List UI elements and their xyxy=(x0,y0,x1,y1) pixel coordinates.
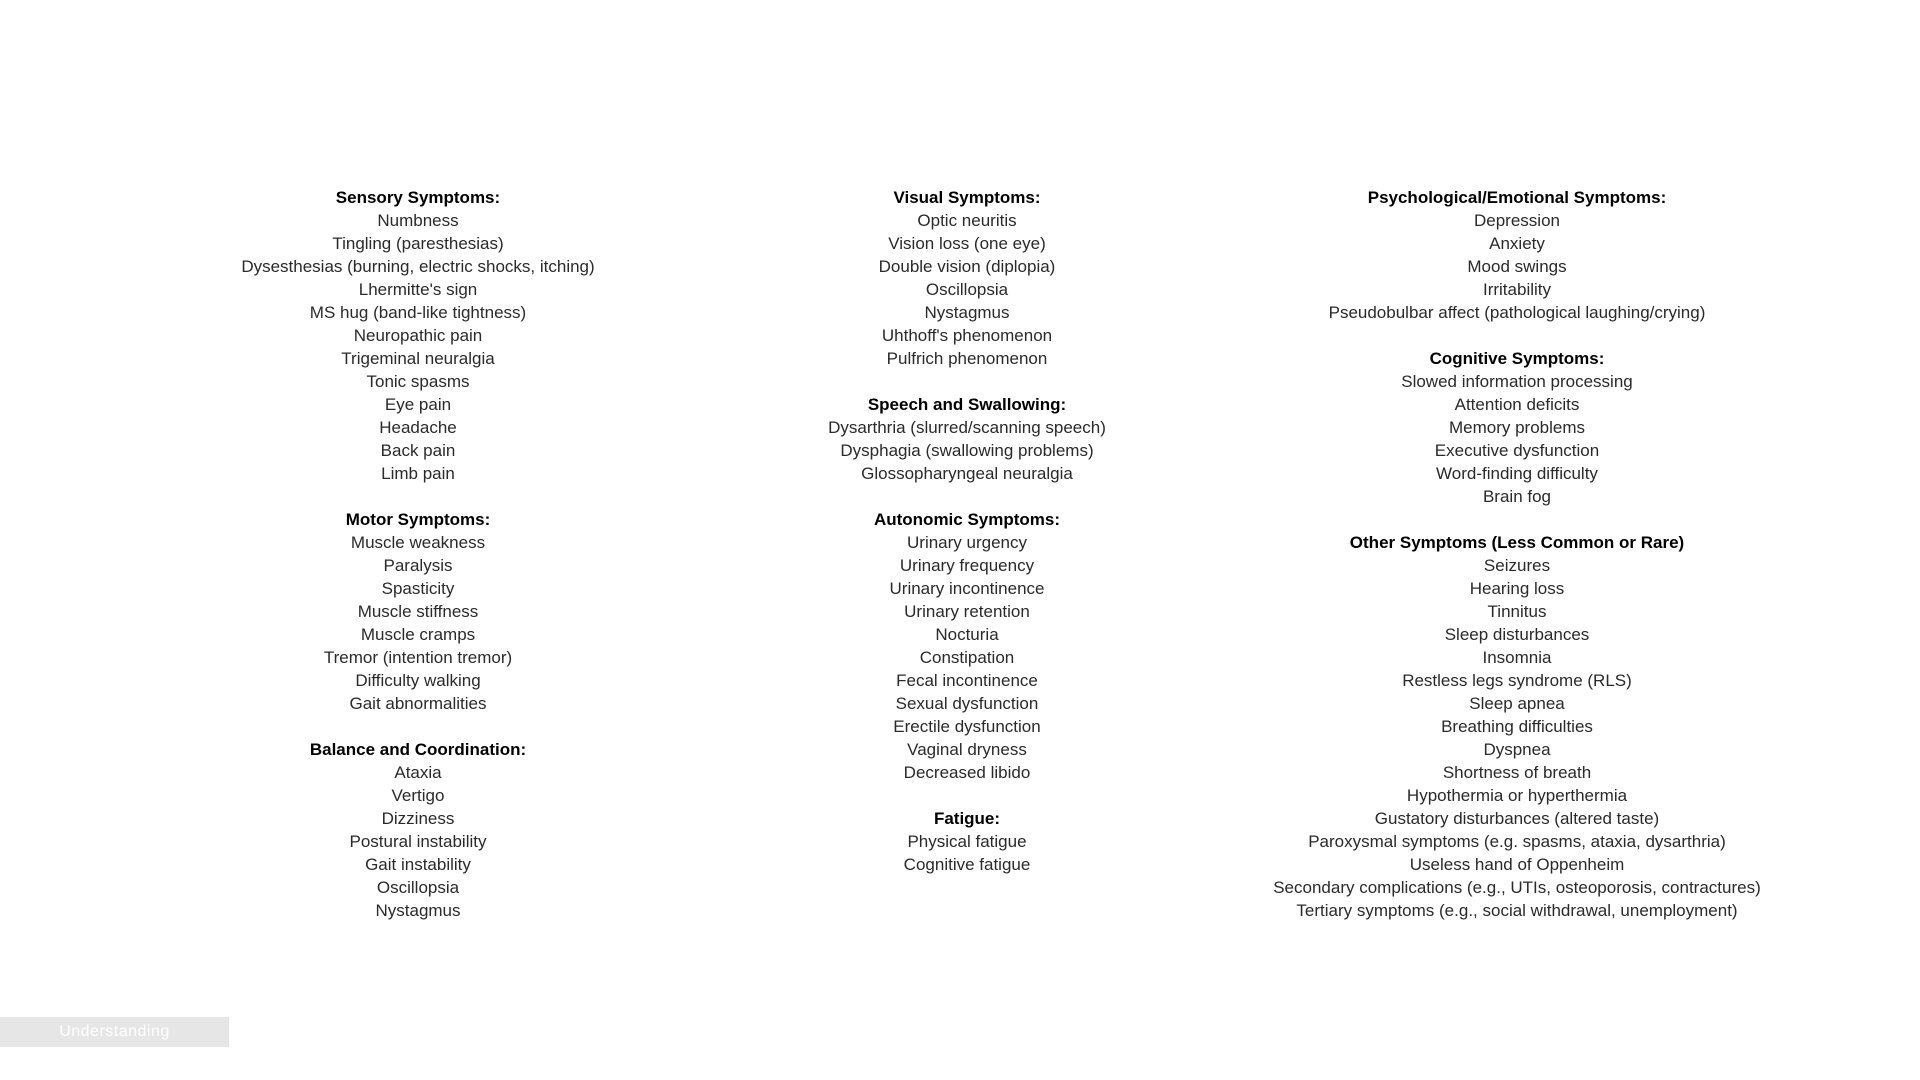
symptom-list-item: Lhermitte's sign xyxy=(358,280,478,299)
symptom-list-item: Fecal incontinence xyxy=(896,671,1038,690)
symptom-list-item: Urinary frequency xyxy=(899,556,1035,575)
symptom-section xyxy=(667,807,1267,876)
symptom-list-item: Hypothermia or hyperthermia xyxy=(1406,786,1628,805)
symptom-list-item: Double vision (diplopia) xyxy=(878,257,1056,276)
symptom-list-item: Physical fatigue xyxy=(907,832,1027,851)
footer-section-label: Understanding xyxy=(0,1017,229,1047)
symptom-section xyxy=(667,186,1267,370)
section-heading: Visual Symptoms: xyxy=(893,188,1041,207)
symptom-list-item: Insomnia xyxy=(1482,648,1552,667)
section-heading: Autonomic Symptoms: xyxy=(873,510,1061,529)
symptom-list-item: Postural instability xyxy=(349,832,487,851)
symptom-list-item: Gait instability xyxy=(365,855,471,874)
symptom-list-item: Difficulty walking xyxy=(355,671,481,690)
symptom-list-item: Pulfrich phenomenon xyxy=(886,349,1048,368)
symptom-list-item: Dysesthesias (burning, electric shocks, itching) xyxy=(241,257,595,276)
symptom-section xyxy=(667,508,1267,784)
symptom-list-item: Slowed information processing xyxy=(1401,372,1633,391)
symptom-list-item: Memory problems xyxy=(1448,418,1586,437)
symptom-list-item: Muscle weakness xyxy=(350,533,486,552)
symptom-section xyxy=(118,508,718,715)
symptom-list-item: Spasticity xyxy=(381,579,455,598)
symptom-list-item: Paralysis xyxy=(383,556,453,575)
symptom-list-item: Back pain xyxy=(380,441,456,460)
symptom-list-item: Dizziness xyxy=(381,809,455,828)
section-heading: Psychological/Emotional Symptoms: xyxy=(1367,188,1667,207)
symptom-column-right xyxy=(1217,186,1817,945)
symptom-list-item: Ataxia xyxy=(394,763,442,782)
symptom-list-item: Irritability xyxy=(1482,280,1551,299)
symptom-list-item: Urinary incontinence xyxy=(889,579,1045,598)
symptom-list-item: Dysarthria (slurred/scanning speech) xyxy=(828,418,1106,437)
section-heading: Motor Symptoms: xyxy=(345,510,491,529)
symptom-list-item: Dyspnea xyxy=(1483,740,1551,759)
symptom-list-item: Mood swings xyxy=(1467,257,1567,276)
symptom-list-item: Muscle cramps xyxy=(360,625,476,644)
symptom-list-item: Nocturia xyxy=(935,625,999,644)
symptom-column-middle xyxy=(667,186,1267,899)
symptom-list-item: Sleep disturbances xyxy=(1444,625,1590,644)
section-heading: Cognitive Symptoms: xyxy=(1429,349,1605,368)
symptom-list-item: Paroxysmal symptoms (e.g. spasms, ataxia, dysarthria) xyxy=(1308,832,1726,851)
symptom-section xyxy=(118,186,718,485)
symptom-section xyxy=(667,393,1267,485)
symptom-list-item: Vertigo xyxy=(391,786,445,805)
symptom-list-item: Seizures xyxy=(1483,556,1551,575)
symptom-list-item: Restless legs syndrome (RLS) xyxy=(1402,671,1632,690)
section-heading: Balance and Coordination: xyxy=(309,740,527,759)
symptom-list-item: Depression xyxy=(1474,211,1560,230)
symptom-list-item: Tinnitus xyxy=(1487,602,1547,621)
section-heading: Other Symptoms (Less Common or Rare) xyxy=(1349,533,1685,552)
symptom-list-item: Pseudobulbar affect (pathological laughing/crying) xyxy=(1328,303,1706,322)
symptom-list-item: Erectile dysfunction xyxy=(893,717,1041,736)
section-heading: Fatigue: xyxy=(933,809,1001,828)
symptom-list-item: Sleep apnea xyxy=(1469,694,1565,713)
symptom-list-item: Uhthoff's phenomenon xyxy=(881,326,1053,345)
symptom-list-item: Gait abnormalities xyxy=(349,694,487,713)
symptom-list-item: Vaginal dryness xyxy=(907,740,1027,759)
symptom-list-item: Anxiety xyxy=(1489,234,1545,253)
symptom-list-item: Constipation xyxy=(919,648,1015,667)
symptom-list-item: Sexual dysfunction xyxy=(895,694,1039,713)
symptom-list-item: MS hug (band-like tightness) xyxy=(309,303,527,322)
symptom-list-item: Secondary complications (e.g., UTIs, osteoporosis, contractures) xyxy=(1273,878,1761,897)
symptom-list-item: Decreased libido xyxy=(903,763,1031,782)
symptom-list-item: Brain fog xyxy=(1482,487,1552,506)
section-heading: Speech and Swallowing: xyxy=(867,395,1067,414)
symptom-list-item: Word-finding difficulty xyxy=(1436,464,1598,483)
symptom-list-item: Neuropathic pain xyxy=(353,326,483,345)
section-heading: Sensory Symptoms: xyxy=(335,188,501,207)
symptom-list-item: Oscillopsia xyxy=(925,280,1009,299)
symptom-list-item: Optic neuritis xyxy=(917,211,1017,230)
symptom-list-item: Urinary retention xyxy=(904,602,1030,621)
symptom-list-item: Muscle stiffness xyxy=(357,602,479,621)
symptom-list-item: Nystagmus xyxy=(924,303,1010,322)
symptom-list-item: Nystagmus xyxy=(375,901,461,920)
symptom-list-item: Cognitive fatigue xyxy=(903,855,1031,874)
symptom-list-item: Useless hand of Oppenheim xyxy=(1409,855,1625,874)
symptom-section xyxy=(1217,347,1817,508)
symptom-list-item: Gustatory disturbances (altered taste) xyxy=(1374,809,1660,828)
symptom-list-item: Trigeminal neuralgia xyxy=(341,349,495,368)
symptom-list-item: Eye pain xyxy=(384,395,452,414)
symptom-column-left xyxy=(118,186,718,945)
symptom-list-item: Attention deficits xyxy=(1454,395,1580,414)
symptom-list-item: Vision loss (one eye) xyxy=(888,234,1046,253)
symptom-list-item: Shortness of breath xyxy=(1442,763,1592,782)
symptom-list-item: Hearing loss xyxy=(1469,579,1565,598)
symptom-section xyxy=(1217,186,1817,324)
symptom-list-item: Dysphagia (swallowing problems) xyxy=(840,441,1094,460)
symptom-list-item: Tingling (paresthesias) xyxy=(332,234,504,253)
symptom-list-item: Numbness xyxy=(377,211,459,230)
symptom-section xyxy=(1217,531,1817,922)
symptom-list-item: Headache xyxy=(379,418,457,437)
symptom-list-item: Limb pain xyxy=(381,464,455,483)
symptom-list-item: Oscillopsia xyxy=(376,878,460,897)
symptom-list-item: Tertiary symptoms (e.g., social withdrawal, unemployment) xyxy=(1296,901,1738,920)
symptom-list-item: Tremor (intention tremor) xyxy=(323,648,513,667)
symptom-list-item: Breathing difficulties xyxy=(1441,717,1593,736)
symptom-list-item: Urinary urgency xyxy=(907,533,1027,552)
symptom-list-item: Tonic spasms xyxy=(366,372,470,391)
symptom-list-item: Executive dysfunction xyxy=(1434,441,1600,460)
symptom-list-item: Glossopharyngeal neuralgia xyxy=(861,464,1073,483)
symptom-section xyxy=(118,738,718,922)
